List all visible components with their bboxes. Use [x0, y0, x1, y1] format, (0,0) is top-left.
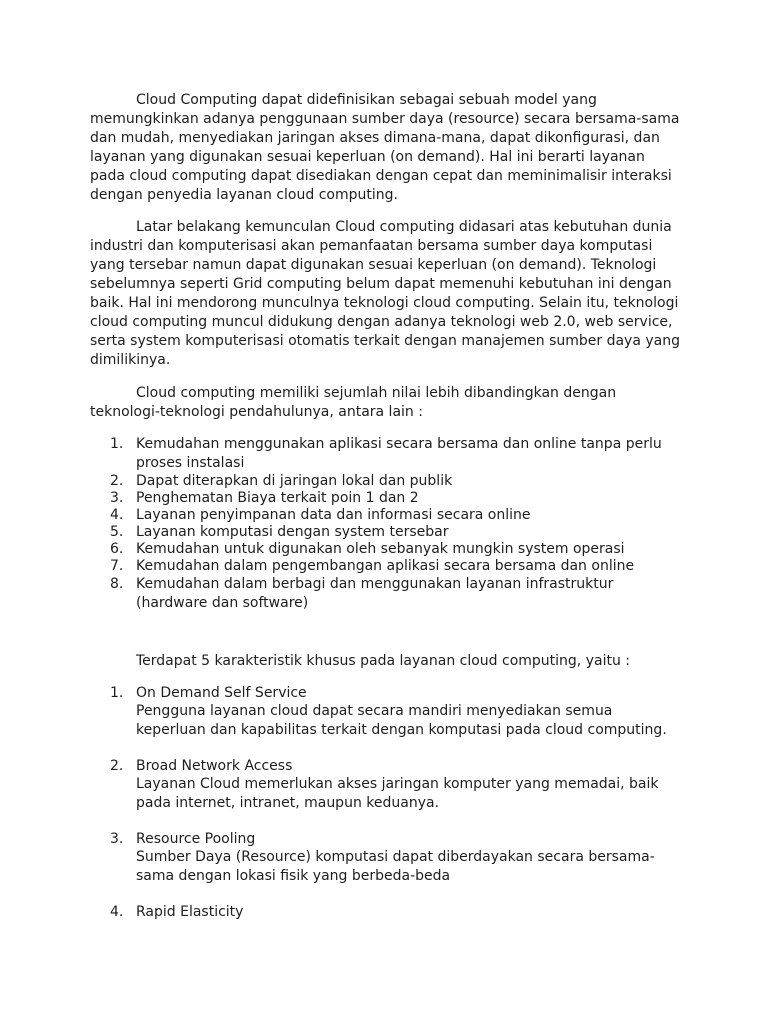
- list-item: 2. Broad Network Access Layanan Cloud memerlukan akses jaringan komputer yang memadai, baik pada internet, intranet, maupun keduanya.: [90, 757, 680, 813]
- list-item: 4. Rapid Elasticity: [90, 903, 680, 921]
- list-item: 6. Kemudahan untuk digunakan oleh sebanyak mungkin system operasi: [110, 541, 625, 557]
- paragraph-background: Latar belakang kemunculan Cloud computing didasari atas kebutuhan dunia industri dan komputerisasi akan pemanfaatan bersama sumber daya komputasi yang tersebar namun dapat digunakan sesuai keperluan (on demand). Teknologi sebelumnya seperti Grid computing belum dapat memenuhi kebutuhan ini dengan baik. Hal ini mendorong munculnya teknologi cloud computing. Selain itu, teknologi cloud computing muncul didukung dengan adanya teknologi web 2.0, web service, serta system komputerisasi otomatis terkait dengan manajemen sumber daya yang dimilikinya.: [90, 219, 680, 368]
- list-item: 1. Kemudahan menggunakan aplikasi secara bersama dan online tanpa perlu proses instalasi: [110, 436, 662, 471]
- advantages-list: [90, 435, 680, 613]
- characteristics-list: [90, 684, 680, 921]
- list-item: 5. Layanan komputasi dengan system tersebar: [110, 524, 449, 540]
- paragraph-characteristics-intro: Terdapat 5 karakteristik khusus pada layanan cloud computing, yaitu :: [136, 653, 630, 669]
- characteristic-description: Layanan Cloud memerlukan akses jaringan komputer yang memadai, baik pada internet, intranet, maupun keduanya.: [136, 776, 659, 811]
- characteristic-title: On Demand Self Service: [136, 685, 307, 701]
- list-item: 2. Dapat diterapkan di jaringan lokal dan publik: [110, 473, 453, 489]
- list-item: 1. On Demand Self Service Pengguna layanan cloud dapat secara mandiri menyediakan semua keperluan dan kapabilitas terkait dengan komputasi pada cloud computing.: [90, 684, 680, 740]
- characteristic-title: Broad Network Access: [136, 758, 293, 774]
- list-item: 8. Kemudahan dalam berbagi dan menggunakan layanan infrastruktur (hardware dan software): [110, 576, 614, 611]
- paragraph-definition: Cloud Computing dapat didefinisikan sebagai sebuah model yang memungkinkan adanya penggunaan sumber daya (resource) secara bersama-sama dan mudah, menyediakan jaringan akses dimana-mana, dapat dikonfigurasi, dan layanan yang digunakan sesuai keperluan (on demand). Hal ini berarti layanan pada cloud computing dapat disediakan dengan cepat dan meminimalisir interaksi dengan penyedia layanan cloud computing.: [90, 92, 680, 203]
- characteristic-description: Sumber Daya (Resource) komputasi dapat diberdayakan secara bersama-sama dengan lokasi fisik yang berbeda-beda: [136, 849, 655, 884]
- list-item: 3. Penghematan Biaya terkait poin 1 dan 2: [110, 490, 419, 506]
- characteristic-title: Rapid Elasticity: [136, 904, 244, 920]
- list-item: 4. Layanan penyimpanan data dan informasi secara online: [110, 507, 531, 523]
- paragraph-advantages-intro: Cloud computing memiliki sejumlah nilai lebih dibandingkan dengan teknologi-teknologi pendahulunya, antara lain :: [90, 385, 617, 420]
- characteristic-description: Pengguna layanan cloud dapat secara mandiri menyediakan semua keperluan dan kapabilitas terkait dengan komputasi pada cloud computing.: [136, 703, 667, 738]
- characteristic-title: Resource Pooling: [136, 831, 256, 847]
- list-item: 3. Resource Pooling Sumber Daya (Resource) komputasi dapat diberdayakan secara bersama-sama dengan lokasi fisik yang berbeda-beda: [90, 830, 680, 886]
- list-item: 7. Kemudahan dalam pengembangan aplikasi secara bersama dan online: [110, 558, 635, 574]
